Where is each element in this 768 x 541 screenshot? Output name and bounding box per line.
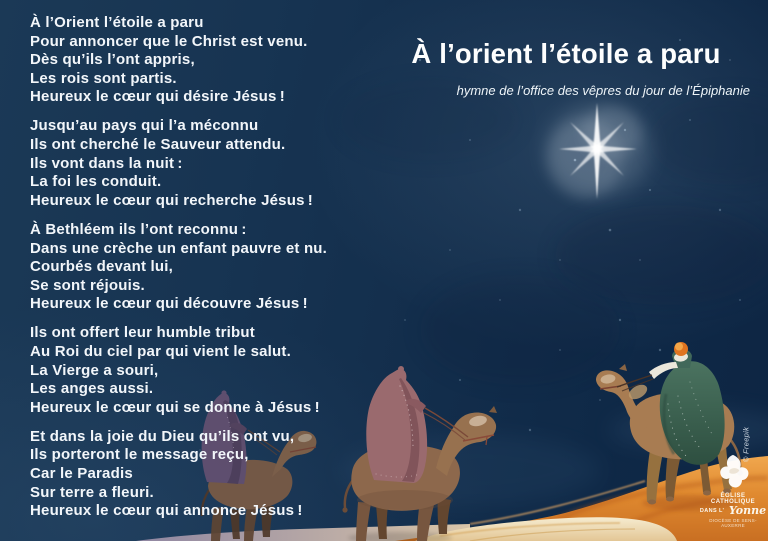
verse-line: Ils ont cherché le Sauveur attendu.	[30, 136, 286, 154]
verse-line: Ils vont dans la nuit :	[30, 154, 183, 172]
verse-line: La foi les conduit.	[30, 173, 162, 191]
verse-line: Pour annoncer que le Christ est venu.	[30, 32, 308, 50]
logo-line-2	[699, 504, 767, 517]
logo-line-1: ÉGLISE CATHOLIQUE	[710, 493, 756, 505]
verse-line: Heureux le cœur qui annonce Jésus !	[30, 502, 303, 520]
verse-line: Heureux le cœur qui se donne à Jésus !	[30, 398, 320, 416]
verse-line: Courbés devant lui,	[30, 258, 173, 276]
verse-line: Heureux le cœur qui recherche Jésus !	[30, 191, 314, 209]
verse-line: Car le Paradis	[30, 465, 133, 483]
bethlehem-star-icon	[546, 103, 650, 199]
diocese-logo	[699, 452, 767, 528]
verse-line: Heureux le cœur qui désire Jésus !	[30, 88, 285, 106]
verse-line: Jusqu’au pays qui l’a méconnu	[30, 117, 259, 135]
verse-line: Ils porteront le message reçu,	[30, 446, 249, 464]
verse-line: Les rois sont partis.	[30, 69, 177, 87]
header	[372, 38, 760, 98]
verse-line: Ils ont offert leur humble tribut	[30, 324, 255, 342]
verse-line: À Bethléem ils l’ont reconnu :	[30, 220, 247, 238]
page-title: À l’orient l’étoile a paru	[411, 38, 721, 69]
stanza-3	[30, 221, 375, 314]
verse-line: À l’Orient l’étoile a paru	[30, 14, 204, 31]
verse-line: Au Roi du ciel par qui vient le salut.	[30, 343, 291, 360]
freepik-credit: © Freepik	[741, 426, 751, 463]
stanza-2	[30, 117, 375, 210]
verse-line: Dans une crèche un enfant pauvre et nu.	[30, 239, 328, 257]
verse-line: Sur terre a fleuri.	[30, 483, 154, 501]
verse-line: Heureux le cœur qui découvre Jésus !	[30, 295, 308, 313]
logo-line-2-prefix: DANS L’	[699, 508, 725, 514]
verse-line: Se sont réjouis.	[30, 276, 145, 294]
page-subtitle: hymne de l’office des vêpres du jour de l’Épiphanie	[456, 83, 750, 98]
stanza-5	[30, 428, 375, 521]
logo-line-2-script: Yonne	[728, 504, 767, 517]
dove-icon	[715, 452, 751, 492]
stanza-4	[30, 324, 375, 417]
stanza-1	[30, 14, 375, 107]
verse-line: Dès qu’ils l’ont appris,	[30, 51, 195, 69]
logo-line-3: DIOCÈSE DE SENS-AUXERRE	[709, 518, 757, 528]
lyrics-column	[30, 14, 375, 531]
verse-line: La Vierge a souri,	[30, 361, 159, 379]
verse-line: Et dans la joie du Dieu qu’ils ont vu,	[30, 427, 295, 445]
verse-line: Les anges aussi.	[30, 380, 154, 398]
